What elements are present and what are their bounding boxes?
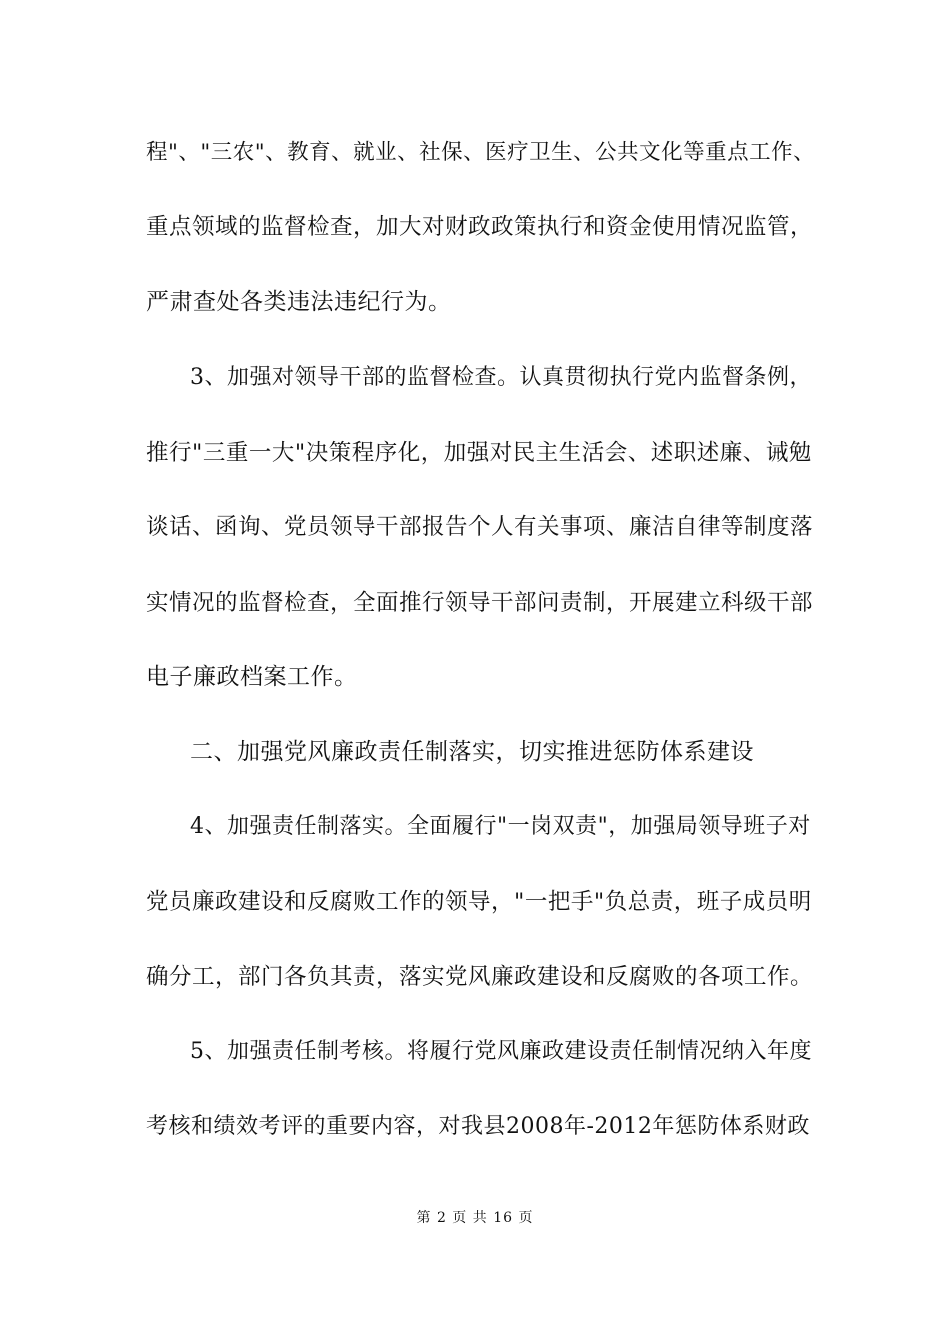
text-line-7: 实情况的监督检查，全面推行领导干部问责制，开展建立科级干部: [146, 590, 814, 616]
text-line-2: 重点领域的监督检查，加大对财政政策执行和资金使用情况监管，: [146, 214, 814, 240]
text-line-12: 确分工，部门各负其责，落实党风廉政建设和反腐败的各项工作。: [146, 964, 814, 990]
text-line-3: 严肃查处各类违法违纪行为。: [146, 289, 452, 315]
text-line-4: 3、加强对领导干部的监督检查。认真贯彻执行党内监督条例，: [190, 365, 812, 390]
text-line-1: 程"、"三农"、教育、就业、社保、医疗卫生、公共文化等重点工作、: [146, 140, 816, 165]
page-number-footer: 第 2 页 共 16 页: [416, 1210, 534, 1226]
text-line-6: 谈话、函询、党员领导干部报告个人有关事项、廉洁自律等制度落: [146, 514, 814, 540]
text-line-10: 4、加强责任制落实。全面履行"一岗双责"，加强局领导班子对: [190, 814, 811, 839]
section-heading: 二、加强党风廉政责任制落实，切实推进惩防体系建设: [190, 739, 754, 765]
text-line-8: 电子廉政档案工作。: [146, 664, 358, 690]
text-line-14: 考核和绩效考评的重要内容，对我县2008年-2012年惩防体系财政: [146, 1114, 810, 1139]
text-line-11: 党员廉政建设和反腐败工作的领导，"一把手"负总责，班子成员明: [146, 889, 812, 915]
text-line-13: 5、加强责任制考核。将履行党风廉政建设责任制情况纳入年度: [190, 1039, 812, 1064]
text-line-5: 推行"三重一大"决策程序化，加强对民主生活会、述职述廉、诫勉: [146, 440, 812, 466]
